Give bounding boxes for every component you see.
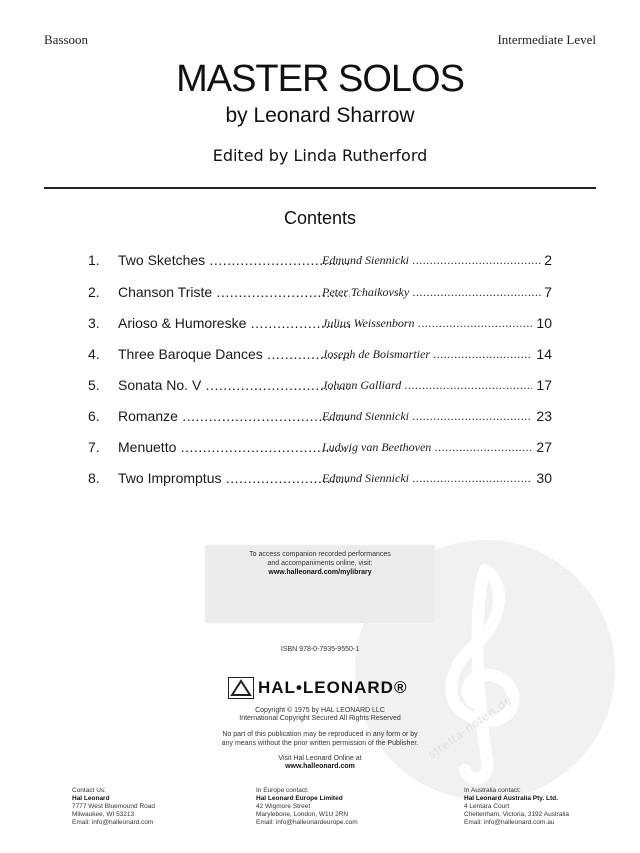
toc-row: [88, 282, 552, 302]
toc-composer: Joseph de Boismartier .....: [322, 344, 532, 364]
toc-page: 17: [536, 377, 552, 393]
visit-line: Visit Hal Leonard Online at: [278, 755, 362, 762]
toc-title: Three Baroque Dances .....: [118, 344, 350, 364]
toc-composer: Johann Galliard .....: [322, 375, 532, 395]
toc-title: Two Impromptus .....: [118, 468, 350, 488]
contact-address: Marylebone, London, W1U 2RN: [256, 811, 349, 818]
toc-title: Romanze .....: [118, 406, 350, 426]
level-label: Intermediate Level: [497, 32, 596, 47]
toc-number: 4.: [88, 346, 100, 362]
contact-name: Hal Leonard Australia Pty. Ltd.: [464, 795, 558, 802]
toc-composer: Edmund Siennicki .....: [322, 250, 542, 270]
toc-number: 5.: [88, 377, 100, 393]
toc-composer: Ludwig van Beethoven .....: [322, 437, 532, 457]
book-byline: by Leonard Sharrow: [225, 104, 415, 127]
toc-page: 14: [536, 346, 552, 362]
contact-address: Milwaukee, WI 53213: [72, 811, 135, 818]
toc-page: 30: [536, 470, 552, 486]
toc-composer: Edmund Siennicki .....: [322, 468, 532, 488]
logo-glyph-icon: [229, 678, 253, 698]
book-title: MASTER SOLOS: [176, 58, 464, 100]
contents-heading: Contents: [283, 208, 357, 228]
contact-label: In Australia contact:: [464, 787, 521, 794]
toc-row: [88, 406, 552, 426]
hal-leonard-logo-mark-icon: [228, 677, 254, 699]
contact-email[interactable]: Email: info@halleonard.com.au: [464, 819, 555, 826]
contact-label: In Europe contact:: [256, 787, 309, 794]
contact-address: 4 Lentara Court: [464, 803, 510, 810]
contact-address: Cheltenham, Victoria, 3192 Australia: [464, 811, 570, 818]
toc-title: Arioso & Humoreske .....: [118, 313, 350, 333]
toc-title: Sonata No. V .....: [118, 375, 350, 395]
toc-number: 3.: [88, 315, 100, 331]
notice-line: any means without the prior written permission of the Publisher.: [221, 740, 419, 747]
halleonard-link[interactable]: www.halleonard.com: [285, 763, 355, 770]
contact-australia: [464, 787, 624, 827]
toc-number: 6.: [88, 408, 100, 424]
contact-europe: [256, 787, 426, 827]
toc-row: [88, 375, 552, 395]
promo-line: and accompaniments online, visit:: [267, 560, 373, 567]
contact-name: Hal Leonard: [72, 795, 110, 802]
toc-composer: Peter Tchaikovsky .....: [322, 282, 542, 302]
copyright-line: International Copyright Secured All Rights Reserved: [239, 715, 401, 722]
toc-title: Two Sketches .....: [118, 250, 350, 270]
editor-credit: Edited by Linda Rutherford: [212, 146, 428, 165]
toc-number: 1.: [88, 252, 100, 268]
toc-page: 27: [536, 439, 552, 455]
toc-page: 10: [536, 315, 552, 331]
contact-email[interactable]: Email: info@halleonard.com: [72, 819, 154, 826]
toc-number: 8.: [88, 470, 100, 486]
mylibrary-link[interactable]: www.halleonard.com/mylibrary: [268, 569, 372, 576]
toc-title: Chanson Triste .....: [118, 282, 350, 302]
watermark-text: stretta-noten.de: [425, 692, 516, 762]
toc-row: [88, 468, 552, 488]
toc-page: 2: [544, 252, 552, 268]
contact-address: 7777 West Bluemound Road: [72, 803, 155, 810]
toc-page: 7: [544, 284, 552, 300]
toc-composer: Julius Weissenborn .....: [322, 313, 532, 333]
toc-row: [88, 437, 552, 457]
contact-name: Hal Leonard Europe Limited: [256, 795, 343, 802]
toc-row: [88, 250, 552, 270]
toc-page: 23: [536, 408, 552, 424]
toc-number: 2.: [88, 284, 100, 300]
toc-row: [88, 344, 552, 364]
notice-line: No part of this publication may be reproduced in any form or by: [222, 731, 418, 738]
contact-address: 42 Wigmore Street: [256, 803, 311, 810]
hal-leonard-logo-text: HAL•LEONARD®: [258, 678, 408, 697]
hal-leonard-logo: [228, 677, 418, 699]
instrument-label: Bassoon: [44, 32, 89, 47]
toc-number: 7.: [88, 439, 100, 455]
toc-composer: Edmund Siennicki .....: [322, 406, 532, 426]
contact-email[interactable]: Email: info@halleonardeurope.com: [256, 819, 358, 826]
contact-us: [72, 787, 232, 827]
copyright-line: Copyright © 1975 by HAL LEONARD LLC: [255, 707, 385, 714]
toc-title: Menuetto .....: [118, 437, 350, 457]
toc-row: [88, 313, 552, 333]
promo-line: To access companion recorded performances: [249, 551, 391, 558]
title-divider: [44, 187, 596, 189]
isbn: ISBN 978-0-7935-9550-1: [280, 646, 360, 653]
contact-label: Contact Us:: [72, 787, 106, 794]
